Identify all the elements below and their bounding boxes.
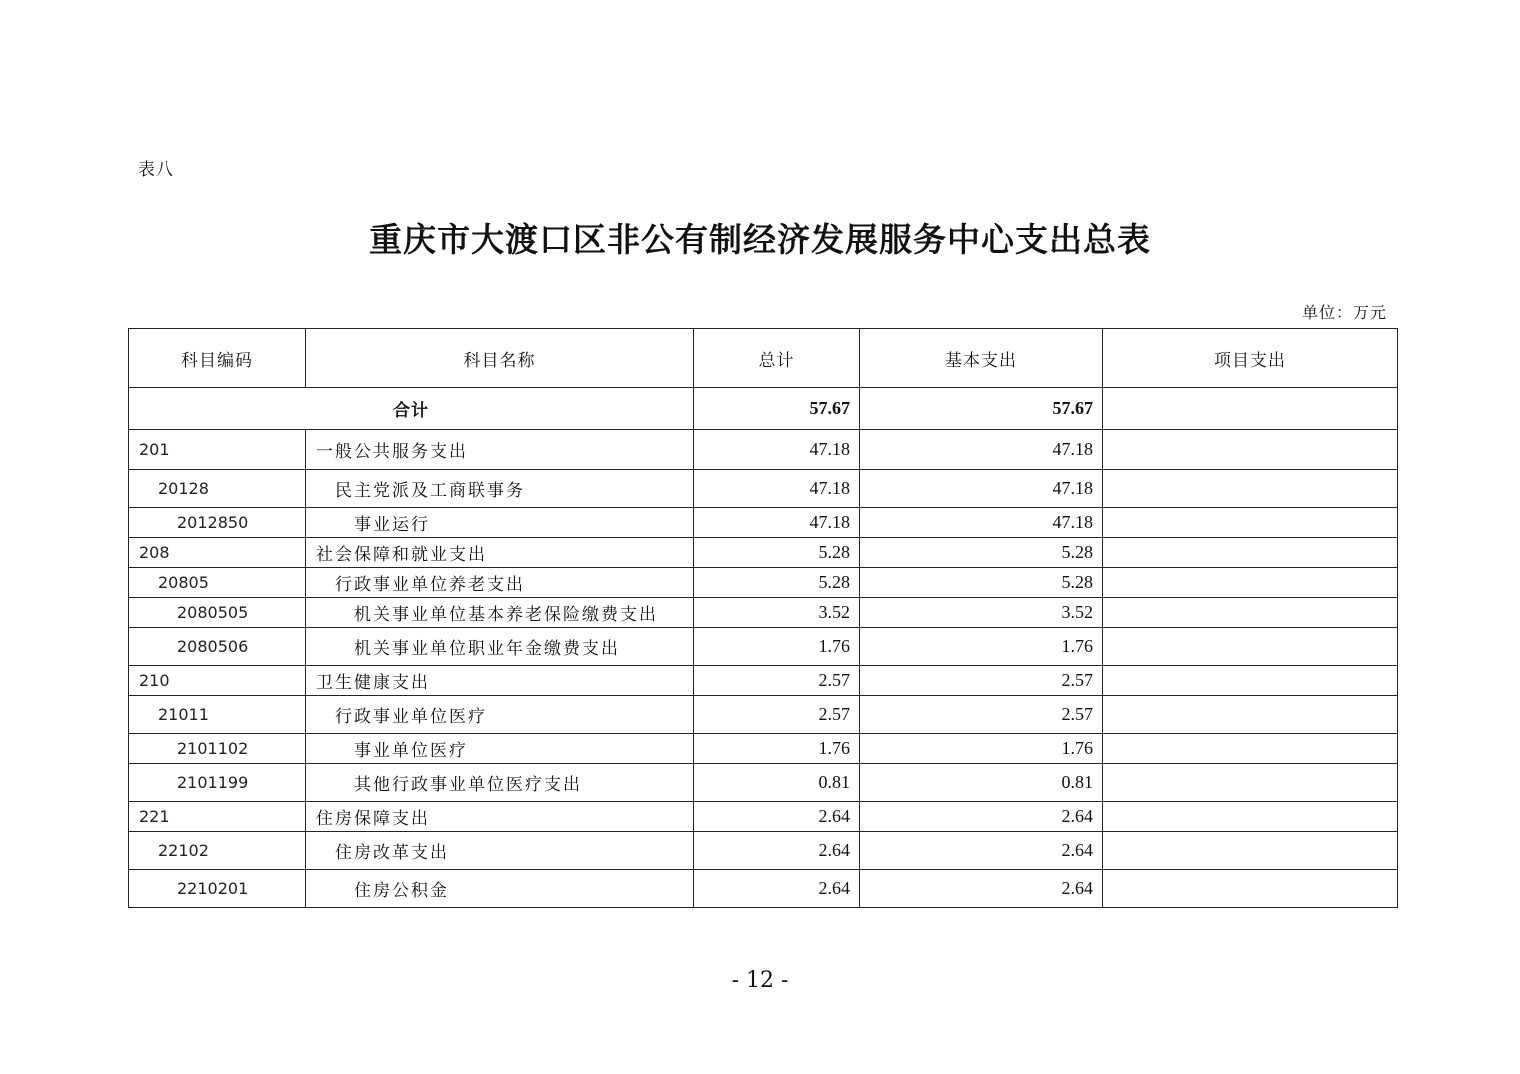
row-code: 2101102 [129, 734, 306, 764]
row-total: 2.64 [694, 802, 860, 832]
row-total: 47.18 [694, 430, 860, 470]
row-name: 事业运行 [306, 508, 694, 538]
table-row [129, 870, 1398, 908]
row-basic: 2.57 [860, 696, 1103, 734]
row-code: 208 [129, 538, 306, 568]
row-name: 住房改革支出 [306, 832, 694, 870]
row-project [1103, 734, 1398, 764]
row-project [1103, 628, 1398, 666]
row-project [1103, 470, 1398, 508]
table-row [129, 802, 1398, 832]
table-row [129, 696, 1398, 734]
table-row [129, 666, 1398, 696]
row-project [1103, 764, 1398, 802]
header-basic: 基本支出 [860, 329, 1103, 388]
table-row [129, 508, 1398, 538]
row-code: 221 [129, 802, 306, 832]
row-name: 行政事业单位医疗 [306, 696, 694, 734]
table-row [129, 734, 1398, 764]
table-row [129, 568, 1398, 598]
row-code: 2080505 [129, 598, 306, 628]
table-row [129, 628, 1398, 666]
row-project [1103, 802, 1398, 832]
row-name: 一般公共服务支出 [306, 430, 694, 470]
row-basic: 3.52 [860, 598, 1103, 628]
row-total: 5.28 [694, 538, 860, 568]
row-code: 20128 [129, 470, 306, 508]
row-name: 机关事业单位职业年金缴费支出 [306, 628, 694, 666]
row-project [1103, 430, 1398, 470]
row-basic: 2.64 [860, 802, 1103, 832]
row-total: 2.64 [694, 832, 860, 870]
table-row [129, 832, 1398, 870]
row-basic: 5.28 [860, 538, 1103, 568]
row-name: 卫生健康支出 [306, 666, 694, 696]
table-row [129, 470, 1398, 508]
row-code: 22102 [129, 832, 306, 870]
row-total: 0.81 [694, 764, 860, 802]
table-label: 表八 [138, 160, 174, 180]
unit-label: 单位：万元 [1301, 303, 1387, 322]
row-total: 2.57 [694, 696, 860, 734]
row-project [1103, 666, 1398, 696]
row-basic: 47.18 [860, 508, 1103, 538]
row-basic: 0.81 [860, 764, 1103, 802]
row-total: 1.76 [694, 734, 860, 764]
row-total: 1.76 [694, 628, 860, 666]
row-basic: 47.18 [860, 430, 1103, 470]
total-basic: 57.67 [860, 388, 1103, 430]
row-basic: 1.76 [860, 628, 1103, 666]
row-name: 民主党派及工商联事务 [306, 470, 694, 508]
row-code: 2101199 [129, 764, 306, 802]
row-project [1103, 508, 1398, 538]
row-name: 社会保障和就业支出 [306, 538, 694, 568]
row-code: 2012850 [129, 508, 306, 538]
table-row [129, 430, 1398, 470]
row-total: 3.52 [694, 598, 860, 628]
row-code: 21011 [129, 696, 306, 734]
row-basic: 5.28 [860, 568, 1103, 598]
row-total: 2.57 [694, 666, 860, 696]
header-project: 项目支出 [1103, 329, 1398, 388]
row-name: 事业单位医疗 [306, 734, 694, 764]
row-code: 20805 [129, 568, 306, 598]
row-basic: 2.57 [860, 666, 1103, 696]
row-code: 210 [129, 666, 306, 696]
row-name: 住房公积金 [306, 870, 694, 908]
row-code: 2080506 [129, 628, 306, 666]
row-total: 47.18 [694, 470, 860, 508]
row-name: 行政事业单位养老支出 [306, 568, 694, 598]
total-total: 57.67 [694, 388, 860, 430]
row-basic: 2.64 [860, 832, 1103, 870]
row-code: 201 [129, 430, 306, 470]
row-name: 住房保障支出 [306, 802, 694, 832]
row-total: 5.28 [694, 568, 860, 598]
row-basic: 47.18 [860, 470, 1103, 508]
row-basic: 1.76 [860, 734, 1103, 764]
table-row [129, 764, 1398, 802]
total-label: 合计 [129, 388, 694, 430]
row-basic: 2.64 [860, 870, 1103, 908]
table-row [129, 538, 1398, 568]
header-name: 科目名称 [306, 329, 694, 388]
row-total: 2.64 [694, 870, 860, 908]
row-project [1103, 696, 1398, 734]
row-project [1103, 538, 1398, 568]
header-total: 总计 [694, 329, 860, 388]
row-project [1103, 568, 1398, 598]
total-project [1103, 388, 1398, 430]
page-title: 重庆市大渡口区非公有制经济发展服务中心支出总表 [369, 220, 1151, 259]
row-project [1103, 598, 1398, 628]
page-number: - 12 - [731, 968, 789, 993]
header-code: 科目编码 [129, 329, 306, 388]
table-header-row [129, 329, 1398, 388]
table-row [129, 598, 1398, 628]
row-code: 2210201 [129, 870, 306, 908]
row-project [1103, 870, 1398, 908]
total-row [129, 388, 1398, 430]
row-name: 其他行政事业单位医疗支出 [306, 764, 694, 802]
row-total: 47.18 [694, 508, 860, 538]
expenditure-table [128, 328, 1398, 908]
row-project [1103, 832, 1398, 870]
row-name: 机关事业单位基本养老保险缴费支出 [306, 598, 694, 628]
